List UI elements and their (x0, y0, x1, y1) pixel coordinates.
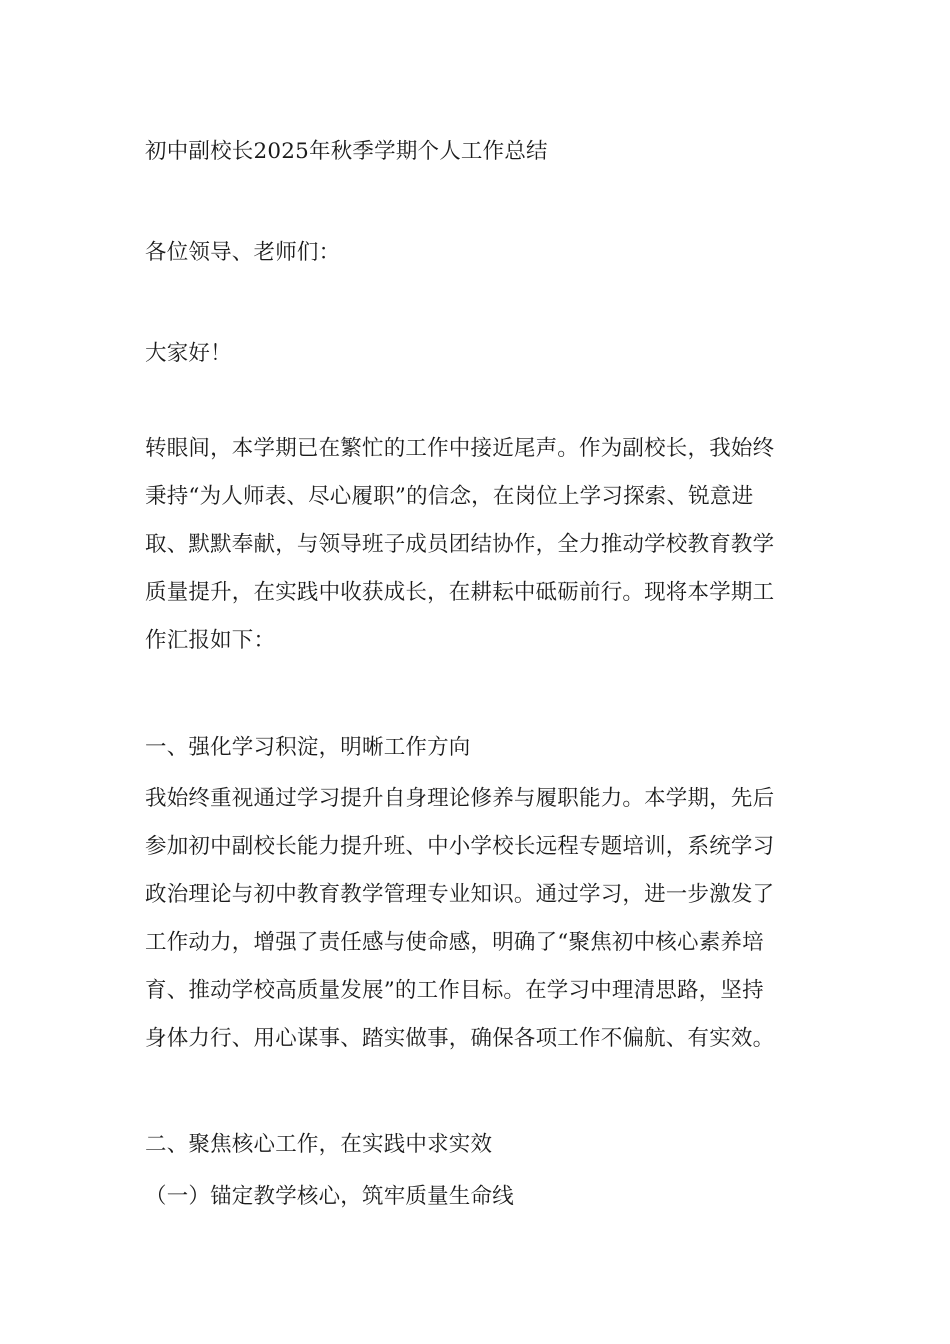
section-1-heading: 一、强化学习积淀，明晰工作方向 (145, 735, 471, 760)
greeting: 大家好！ (145, 341, 232, 366)
section-2-heading: 二、聚焦核心工作，在实践中求实效 (145, 1132, 493, 1157)
intro-paragraph (145, 425, 811, 665)
section-1-line: 身体力行、用心谋事、踏实做事，确保各项工作不偏航、有实效。 (145, 1026, 775, 1051)
intro-line: 取、默默奉献，与领导班子成员团结协作，全力推动学校教育教学 (145, 532, 775, 557)
section-1-line: 参加初中副校长能力提升班、中小学校长远程专题培训，系统学习 (145, 834, 775, 859)
intro-line: 质量提升，在实践中收获成长，在耕耘中砥砺前行。现将本学期工 (145, 580, 775, 605)
subsection-1-heading: （一）锚定教学核心，筑牢质量生命线 (145, 1184, 514, 1209)
intro-line: 作汇报如下： (145, 628, 276, 653)
intro-line: 转眼间，本学期已在繁忙的工作中接近尾声。作为副校长，我始终 (145, 436, 775, 461)
intro-line: 秉持“为人师表、尽心履职”的信念，在岗位上学习探索、锐意进 (145, 484, 754, 509)
salutation: 各位领导、老师们： (145, 240, 341, 265)
section-1-line: 政治理论与初中教育教学管理专业知识。通过学习，进一步激发了 (145, 882, 775, 907)
document-title: 初中副校长2025年秋季学期个人工作总结 (145, 139, 548, 164)
section-1-line: 育、推动学校高质量发展”的工作目标。在学习中理清思路，坚持 (145, 978, 764, 1003)
section-1-line: 工作动力，增强了责任感与使命感，明确了“聚焦初中核心素养培 (145, 930, 764, 955)
section-1-line: 我始终重视通过学习提升自身理论修养与履职能力。本学期，先后 (145, 786, 775, 811)
section-1-paragraph (145, 775, 811, 1063)
